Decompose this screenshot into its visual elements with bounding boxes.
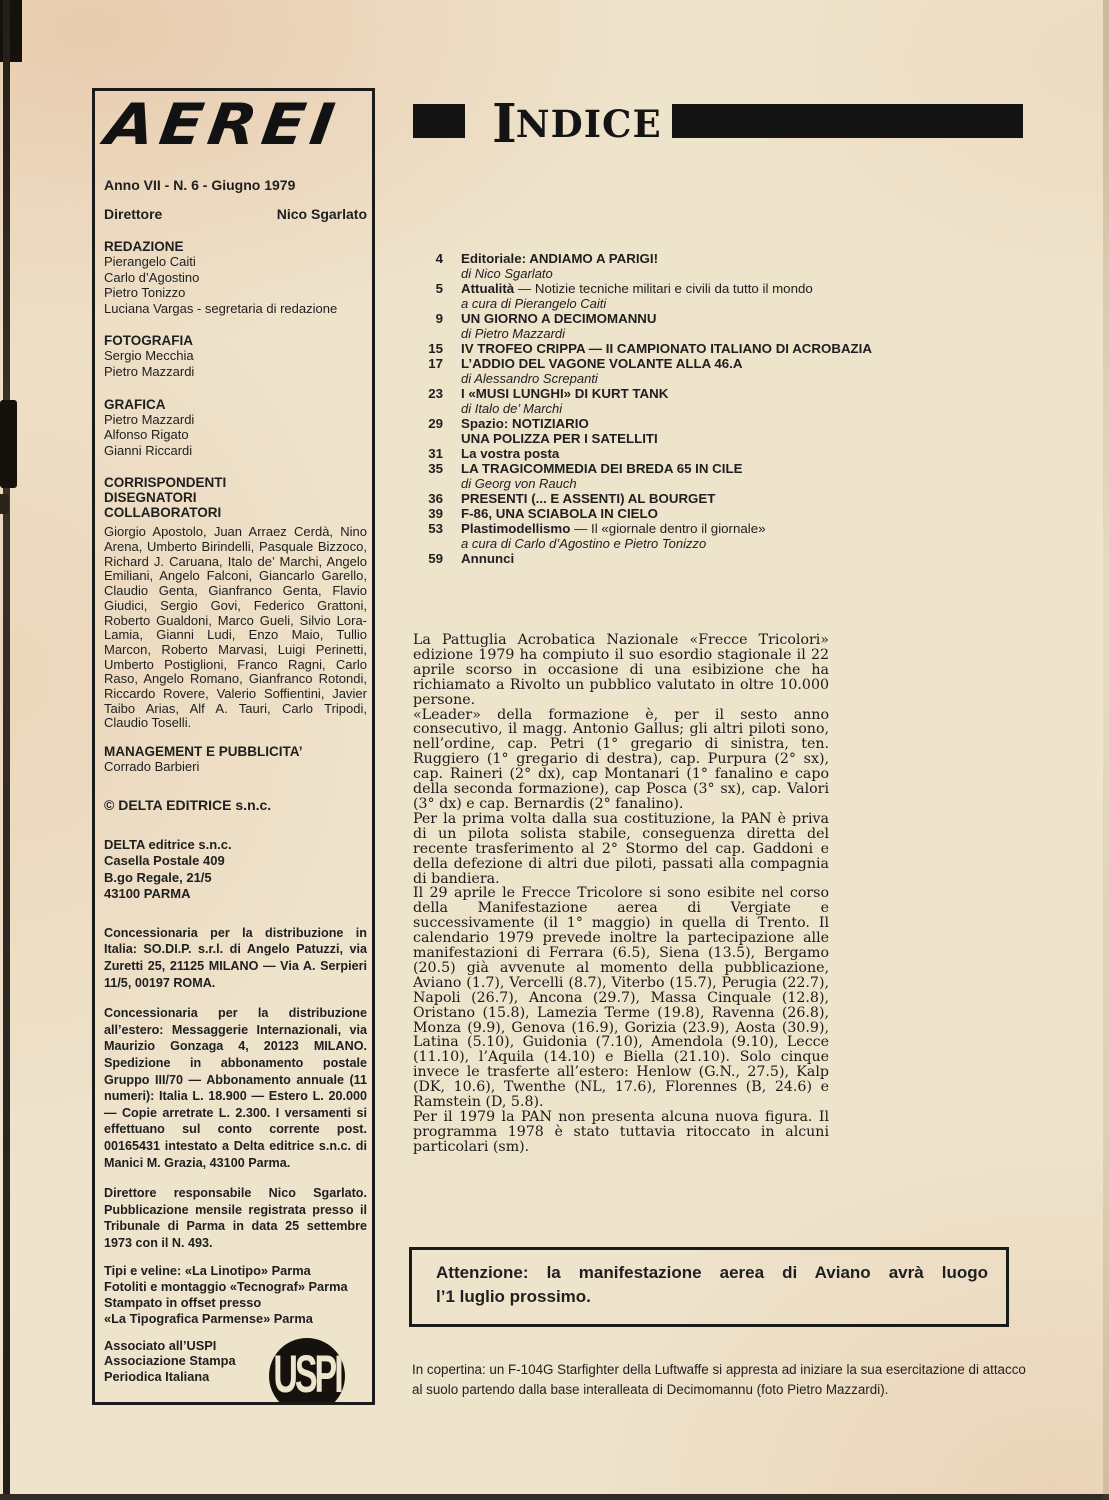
toc-author: di Nico Sgarlato — [461, 266, 553, 281]
uspi-line: Associato all’USPI — [104, 1337, 217, 1353]
distribution-italy: Concessionaria per la distribuzione in Italia: SO.DI.P. s.r.l. di Angelo Patuzzi, via Zuretti 25, 21125 MILANO — Via A. Serpieri 11/5, 00197 ROMA. — [104, 925, 367, 990]
staff-name: Gianni Riccardi — [104, 442, 193, 458]
toc-entry — [413, 341, 1018, 356]
staff-name: Pierangelo Caiti — [104, 254, 196, 269]
masthead-box — [92, 88, 375, 1405]
spine-line — [3, 0, 10, 1500]
toc-title: IV TROFEO CRIPPA — II CAMPIONATO ITALIANO DI ACROBAZIA — [461, 341, 872, 356]
publisher-line: DELTA editrice s.n.c. — [104, 836, 232, 852]
direttore-label: Direttore — [104, 206, 163, 222]
toc-page-number: 36 — [428, 491, 443, 506]
toc-entry — [413, 506, 1018, 521]
toc-title: Annunci — [461, 551, 515, 566]
notice-box — [409, 1247, 1009, 1327]
collaborators-names: Giorgio Apostolo, Juan Arraez Cerdà, Nino Arena, Umberto Birindelli, Pasquale Bizzoco, Richard J. Caruana, Italo de’ Marchi, Angelo Emiliani, Angelo Falconi, Giancarlo Garello, Claudio Genta, Gianfranco Genta, Flavio Giudici, Sergio Govi, Federico Grattoni, Roberto Gualdoni, Marco Gueli, Silvio Lora-Lamia, Gianni Ludi, Enzo Maio, Tullio Marcon, Roberto Marvasi, Luigi Perinetti, Umberto Postiglioni, Franco Ragni, Carlo Raso, Angelo Romano, Gianfranco Rotondi, Riccardo Rovere, Valerio Soffientini, Javier Taibo Arias, Alf A. Tauri, Carlo Tripodi, Claudio Toselli. — [104, 524, 367, 731]
toc-title: F-86, UNA SCIABOLA IN CIELO — [461, 506, 658, 521]
fotografia-heading: FOTOGRAFIA — [104, 333, 193, 349]
grafica-heading: GRAFICA — [104, 396, 166, 412]
publisher-line: Casella Postale 409 — [104, 853, 225, 869]
toc-title-second-line: UNA POLIZZA PER I SATELLITI — [461, 431, 658, 446]
indice-bar-left — [413, 104, 465, 138]
magazine-logo-text: AEREI — [101, 92, 344, 158]
printing-line: Stampato in offset presso — [104, 1295, 262, 1311]
spine-binding-mark-small — [0, 494, 9, 514]
article-paragraph: Il 29 aprile le Frecce Tricolore si sono esibite nel corso della Manifestazione aerea di Vergiate e successivamente (il 1° maggio) in quella di Trento. Il calendario 1979 prevede inoltre la partecipazione alle manifestazioni di Ferrara (6.5), Siena (13.5), Bergamo (20.5) già avvenute al momento della pubblicazione, Aviano (1.7), Vercelli (8.7), Viterbo (15.7), Perugia (22.7), Napoli (26.7), Ancona (29.7), Massa Cinquale (12.8), Oristano (15.8), Lamezia Terme (19.8), Ravenna (26.8), Monza (9.9), Genova (16.9), Gorizia (23.9), Aosta (30.9), Latina (5.10), Guidonia (7.10), Amendola (9.10), Lecce (11.10), l’Aquila (14.10) e Biella (21.10). Solo cinque invece le trasferte all’estero: Henlow (G.N., 27.5), Kalp (DK, 10.6), Twenthe (NL, 17.6), Florennes (B, 24.6) e Ramstein (D, 5.8). — [413, 885, 829, 1111]
collaboratori-heading-line: CORRISPONDENTI — [104, 475, 227, 491]
toc-title: PRESENTI (... E ASSENTI) AL BOURGET — [461, 491, 716, 506]
toc-author: di Pietro Mazzardi — [461, 326, 566, 341]
indice-title — [492, 92, 662, 155]
toc-entry — [413, 521, 1018, 536]
spine-binding-mark — [0, 400, 17, 488]
toc-title-rest: — Il «giornale dentro il giornale» — [570, 521, 766, 536]
collaboratori-heading-line: DISEGNATORI — [104, 490, 197, 506]
toc-entry — [413, 311, 1018, 326]
registration-note: Direttore responsabile Nico Sgarlato. Pubblicazione mensile registrata presso il Tribunale di Parma in data 25 settembre 1973 con il N. 493. — [104, 1186, 367, 1250]
toc-title: Editoriale: ANDIAMO A PARIGI! — [461, 251, 658, 266]
toc-title: LA TRAGICOMMEDIA DEI BREDA 65 IN CILE — [461, 461, 743, 476]
collaboratori-heading — [104, 475, 367, 520]
collaboratori-heading-line: COLLABORATORI — [104, 505, 222, 521]
staff-name: Alfonso Rigato — [104, 427, 189, 443]
publisher-address — [104, 837, 367, 903]
article-paragraph: «Leader» della formazione è, per il sesto anno consecutivo, il magg. Antonio Gallus; gli altri piloti sono, nell’ordine, cap. Petri (1° gregario di sinistra, ten. Ruggiero (1° gregario di destra), cap. Purpura (2° sx), cap. Raineri (2° dx), cap Montanari (1° fanalino e capo della seconda formazione), cap Posca (3° sx), cap. Valori (3° dx) e cap. Bernardis (2° fanalino). — [413, 706, 829, 812]
uspi-line: Associazione Stampa — [104, 1353, 236, 1369]
printing-line: Tipi e veline: «La Linotipo» Parma — [104, 1263, 311, 1279]
toc-title: La vostra posta — [461, 446, 560, 461]
toc-entry — [413, 551, 1018, 566]
toc-entry — [413, 251, 1018, 266]
toc-entry — [413, 446, 1018, 461]
uspi-logo-letters: USPI — [273, 1345, 341, 1405]
toc-entry — [413, 461, 1018, 476]
article-paragraph: Per il 1979 la PAN non presenta alcuna nuova figura. Il programma 1978 è stato tuttavia ritoccato in alcuni particolari (sm). — [413, 1109, 829, 1155]
staff-name: Carlo d’Agostino — [104, 269, 200, 285]
toc-author: di Alessandro Screpanti — [461, 371, 598, 386]
indice-initial-letter: I — [492, 92, 518, 155]
toc-title-bold: Plastimodellismo — [461, 521, 571, 536]
article-paragraph: Per la prima volta dalla sua costituzione, la PAN è priva di un pilota solista stabile, conseguenza diretta del recente trasferimento al 2° Stormo del cap. Gaddoni e della defezione di altri due piloti, passati alla compagnia di bandiera. — [413, 810, 829, 887]
toc-author: a cura di Carlo d’Agostino e Pietro Tonizzo — [461, 536, 707, 551]
staff-name: Pietro Mazzardi — [104, 411, 195, 427]
staff-name: Pietro Mazzardi — [104, 363, 195, 379]
cover-caption: In copertina: un F-104G Starfighter della Luftwaffe si appresta ad iniziare la sua esercitazione di attacco al suolo partendo dalla base interalleata di Decimomannu (foto Pietro Mazzardi). — [412, 1362, 1026, 1397]
toc-title: I «MUSI LUNGHI» DI KURT TANK — [461, 386, 669, 401]
toc-author: a cura di Pierangelo Caiti — [461, 296, 607, 311]
direttore-row — [104, 206, 367, 222]
staff-name: Sergio Mecchia — [104, 348, 194, 364]
toc-page-number: 59 — [428, 551, 443, 566]
indice-bar-right — [672, 104, 1023, 138]
uspi-association — [104, 1338, 367, 1405]
toc-title: UN GIORNO A DECIMOMANNU — [461, 311, 657, 326]
toc-page-number: 9 — [435, 311, 443, 326]
toc-author: di Georg von Rauch — [461, 476, 577, 491]
publisher-line: 43100 PARMA — [104, 886, 191, 902]
toc-entry — [413, 491, 1018, 506]
direttore-name: Nico Sgarlato — [276, 206, 367, 222]
toc-page-number: 53 — [428, 521, 443, 536]
toc-entry — [413, 356, 1018, 371]
uspi-text — [104, 1338, 236, 1385]
staff-name: Pietro Tonizzo — [104, 285, 186, 301]
toc-title: Spazio: NOTIZIARIO — [461, 416, 589, 431]
toc-page-number: 39 — [428, 506, 443, 521]
toc-list — [413, 251, 1018, 566]
notice-text-line2: l’1 luglio prossimo. — [436, 1287, 591, 1306]
article-text — [413, 633, 829, 1155]
printing-line: «La Tipografica Parmense» Parma — [104, 1310, 313, 1326]
redazione-heading: REDAZIONE — [104, 239, 184, 254]
printing-credits — [104, 1263, 367, 1326]
printing-line: Fotoliti e montaggio «Tecnograf» Parma — [104, 1279, 348, 1295]
toc-page-number: 23 — [428, 386, 443, 401]
uspi-logo-icon — [269, 1338, 345, 1405]
toc-page-number: 31 — [428, 446, 443, 461]
article-paragraph: La Pattuglia Acrobatica Nazionale «Frecce Tricolori» edizione 1979 ha compiuto il suo esordio stagionale il 22 aprile scorso in occasione di una esibizione che ha richiamato a Rivolto un pubblico valutato in oltre 10.000 persone. — [413, 632, 829, 708]
toc-page-number: 17 — [428, 356, 443, 371]
distribution-abroad: Concessionaria per la distribuzione all’estero: Messaggerie Internazionali, via Maurizio Gonzaga 4, 20123 MILANO. Spedizione in abbonamento postale Gruppo III/70 — Abbonamento annuale (11 numeri): Italia L. 18.900 — Estero L. 20.000 — Copie arretrate L. 2.300. I versamenti si effettuano sul conto corrente post. 00165431 intestato a Delta editrice s.n.c. di Manici M. Grazia, 43100 Parma. — [104, 1006, 367, 1170]
copyright-line: © DELTA EDITRICE s.n.c. — [104, 796, 272, 813]
toc-page-number: 29 — [428, 416, 443, 431]
toc-title-rest: — Notizie tecniche militari e civili da tutto il mondo — [514, 281, 813, 296]
uspi-line: Periodica Italiana — [104, 1369, 210, 1385]
page-bottom-edge — [0, 1494, 1109, 1500]
toc-title: L’ADDIO DEL VAGONE VOLANTE ALLA 46.A — [461, 356, 743, 371]
page-right-edge — [1103, 0, 1109, 1500]
toc-title — [461, 521, 766, 536]
toc-entry — [413, 386, 1018, 401]
toc-page-number: 4 — [435, 251, 443, 266]
indice-header — [413, 92, 1023, 155]
toc-title — [461, 281, 813, 296]
notice-text-line1: Attenzione: la manifestazione aerea di Aviano avrà luogo — [436, 1263, 988, 1282]
staff-name: Luciana Vargas - segretaria di redazione — [104, 300, 338, 316]
toc-page-number: 5 — [435, 281, 443, 296]
issue-line: Anno VII - N. 6 - Giugno 1979 — [104, 177, 296, 193]
indice-title-rest: NDICE — [515, 101, 662, 146]
toc-entry — [413, 416, 1018, 431]
toc-page-number: 35 — [428, 461, 443, 476]
toc-author: di Italo de’ Marchi — [461, 401, 563, 416]
toc-page-number: 15 — [428, 341, 443, 356]
magazine-logo — [101, 92, 367, 158]
toc-entry — [413, 281, 1018, 296]
toc-title-bold: Attualità — [461, 281, 515, 296]
management-name: Corrado Barbieri — [104, 759, 200, 775]
publisher-line: B.go Regale, 21/5 — [104, 869, 212, 885]
management-heading: MANAGEMENT E PUBBLICITA’ — [104, 744, 303, 760]
